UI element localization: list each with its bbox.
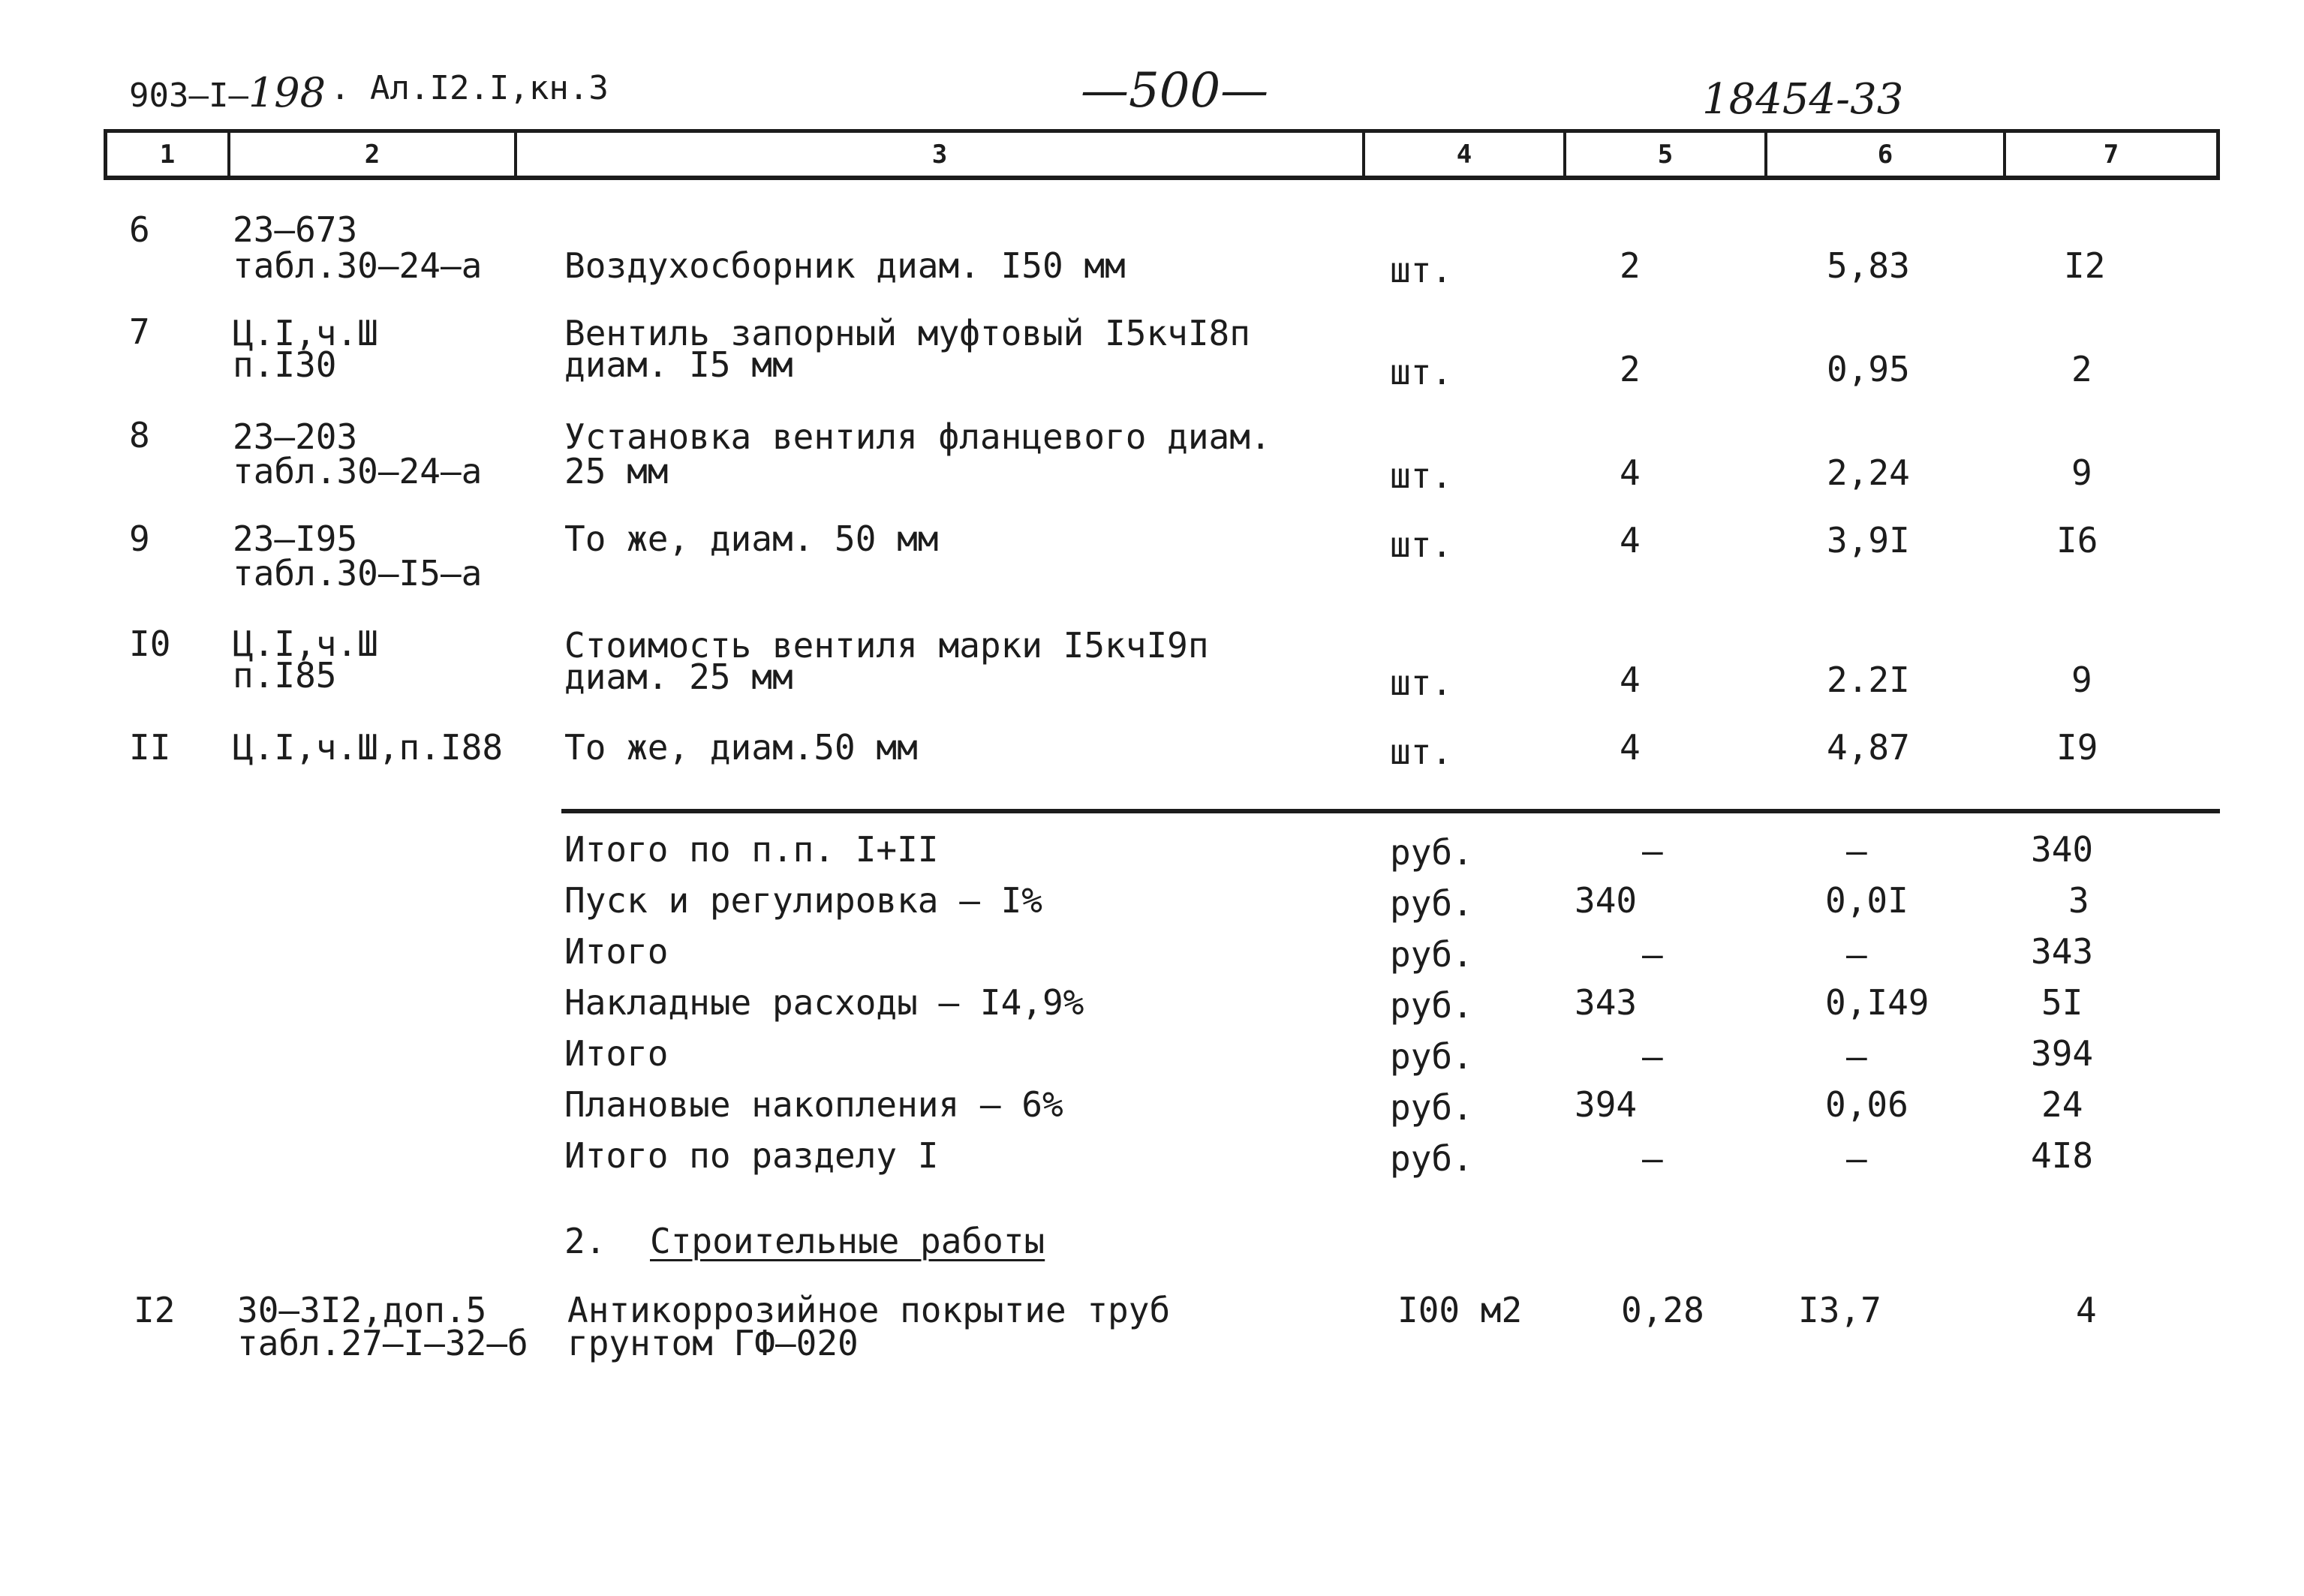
row-quantity: 4 <box>1620 727 1641 768</box>
row-unit-price: 0,95 <box>1827 349 1910 389</box>
row-total: I2 <box>2064 245 2106 286</box>
column-header: 5 <box>1563 133 1764 176</box>
row-quantity: 4 <box>1620 452 1641 493</box>
row-total: 9 <box>2071 660 2092 700</box>
summary-total: 4I8 <box>2031 1135 2094 1176</box>
row-number: 9 <box>129 518 150 559</box>
archive-number: 18454-33 <box>1702 75 1904 124</box>
summary-divider <box>561 809 2220 813</box>
row-reference: табл.30–24–а <box>233 245 483 286</box>
row-description: Воздухосборник диам. I50 мм <box>564 245 1126 286</box>
row-total: 4 <box>2076 1290 2097 1330</box>
row-number: 8 <box>129 415 150 455</box>
summary-unit: руб. <box>1390 883 1473 924</box>
summary-label: Плановые накопления – 6% <box>564 1084 1063 1125</box>
row-quantity: 4 <box>1620 660 1641 700</box>
row-total: I6 <box>2056 520 2098 561</box>
row-reference: табл.30–I5–а <box>233 553 483 594</box>
section-number: 2. <box>564 1221 606 1261</box>
summary-label: Итого <box>564 1033 669 1074</box>
row-quantity: 0,28 <box>1621 1290 1704 1330</box>
summary-unit: руб. <box>1390 934 1473 975</box>
row-unit: шт. <box>1390 352 1453 392</box>
row-description: Вентиль запорный муфтовый I5кчI8п <box>564 313 1250 353</box>
row-reference: п.I85 <box>233 655 337 696</box>
column-header: 3 <box>514 133 1362 176</box>
column-header: 1 <box>159 140 176 170</box>
row-reference: табл.27–I–32–б <box>237 1323 528 1363</box>
album-ref: . Ал.I2.I,кн.3 <box>330 69 609 107</box>
row-description: диам. I5 мм <box>564 344 793 385</box>
row-unit-price: 2.2I <box>1827 660 1910 700</box>
summary-base: – <box>1642 934 1663 975</box>
row-unit: шт. <box>1390 732 1453 772</box>
row-reference: 23–I95 <box>233 518 358 559</box>
row-reference: 23–203 <box>233 416 358 457</box>
summary-rate: – <box>1846 1036 1867 1077</box>
summary-rate: – <box>1846 831 1867 871</box>
summary-unit: руб. <box>1390 832 1473 873</box>
summary-base: 394 <box>1575 1084 1638 1125</box>
summary-label: Накладные расходы – I4,9% <box>564 982 1084 1023</box>
summary-label: Итого <box>564 931 669 972</box>
doc-code-text: 903–I– <box>129 77 248 115</box>
column-header: 6 <box>1764 133 2003 176</box>
summary-label: Итого по п.п. I+II <box>564 829 939 870</box>
doc-code <box>129 69 326 116</box>
summary-total: 5I <box>2041 982 2083 1023</box>
row-unit: I00 м2 <box>1397 1290 1523 1330</box>
row-quantity: 4 <box>1620 520 1641 561</box>
row-reference: Ц.I,ч.Ш <box>233 313 378 353</box>
summary-label: Пуск и регулировка – I% <box>564 880 1042 921</box>
row-unit: шт. <box>1390 250 1453 290</box>
row-unit-price: 2,24 <box>1827 452 1910 493</box>
row-unit-price: 5,83 <box>1827 245 1910 286</box>
summary-base: 343 <box>1575 982 1638 1023</box>
row-description: Установка вентиля фланцевого диам. <box>564 416 1271 457</box>
row-unit-price: I3,7 <box>1798 1290 1881 1330</box>
row-quantity: 2 <box>1620 349 1641 389</box>
summary-total: 394 <box>2031 1033 2094 1074</box>
summary-base: – <box>1642 1138 1663 1179</box>
summary-label: Итого по разделу I <box>564 1135 939 1176</box>
row-reference: 30–3I2,доп.5 <box>237 1290 487 1330</box>
summary-unit: руб. <box>1390 1036 1473 1077</box>
row-quantity: 2 <box>1620 245 1641 286</box>
row-reference: Ц.I,ч.Ш,п.I88 <box>233 727 504 768</box>
row-reference: 23–673 <box>233 209 358 250</box>
row-description: То же, диам. 50 мм <box>564 518 939 559</box>
column-header: 7 <box>2003 133 2216 176</box>
row-description: Антикоррозийное покрытие труб <box>567 1290 1171 1330</box>
row-reference: Ц.I,ч.Ш <box>233 624 378 664</box>
summary-rate: – <box>1846 934 1867 975</box>
doc-code-handwritten: 198 <box>248 69 326 116</box>
row-unit: шт. <box>1390 663 1453 703</box>
row-number: 7 <box>129 311 150 352</box>
row-unit-price: 4,87 <box>1827 727 1910 768</box>
row-reference: табл.30–24–а <box>233 451 483 491</box>
summary-total: 3 <box>2068 880 2089 921</box>
row-description: 25 мм <box>564 451 669 491</box>
summary-total: 340 <box>2031 829 2094 870</box>
summary-base: – <box>1642 831 1663 871</box>
row-description: диам. 25 мм <box>564 657 793 697</box>
summary-rate: 0,06 <box>1825 1084 1908 1125</box>
column-header-row <box>104 129 2220 180</box>
row-total: I9 <box>2056 727 2098 768</box>
summary-unit: руб. <box>1390 1087 1473 1128</box>
column-header: 4 <box>1362 133 1563 176</box>
row-description: грунтом ГФ–020 <box>567 1323 859 1363</box>
row-number: I2 <box>134 1290 176 1330</box>
summary-unit: руб. <box>1390 1138 1473 1179</box>
row-reference: п.I30 <box>233 344 337 385</box>
row-number: II <box>129 727 171 768</box>
row-number: 6 <box>129 209 150 250</box>
summary-total: 24 <box>2041 1084 2083 1125</box>
summary-rate: 0,I49 <box>1825 982 1930 1023</box>
summary-rate: – <box>1846 1138 1867 1179</box>
row-total: 9 <box>2071 452 2092 493</box>
row-number: I0 <box>129 624 171 664</box>
row-description: То же, диам.50 мм <box>564 727 918 768</box>
row-unit: шт. <box>1390 524 1453 565</box>
summary-base: – <box>1642 1036 1663 1077</box>
page-number: —500— <box>1081 63 1269 119</box>
summary-total: 343 <box>2031 931 2094 972</box>
summary-rate: 0,0I <box>1825 880 1908 921</box>
row-unit: шт. <box>1390 455 1453 496</box>
row-total: 2 <box>2071 349 2092 389</box>
summary-unit: руб. <box>1390 985 1473 1026</box>
row-unit-price: 3,9I <box>1827 520 1910 561</box>
section-title: Строительные работы <box>650 1221 1045 1261</box>
row-description: Стоимость вентиля марки I5кчI9п <box>564 625 1209 666</box>
summary-base: 340 <box>1575 880 1638 921</box>
column-header: 2 <box>227 133 514 176</box>
